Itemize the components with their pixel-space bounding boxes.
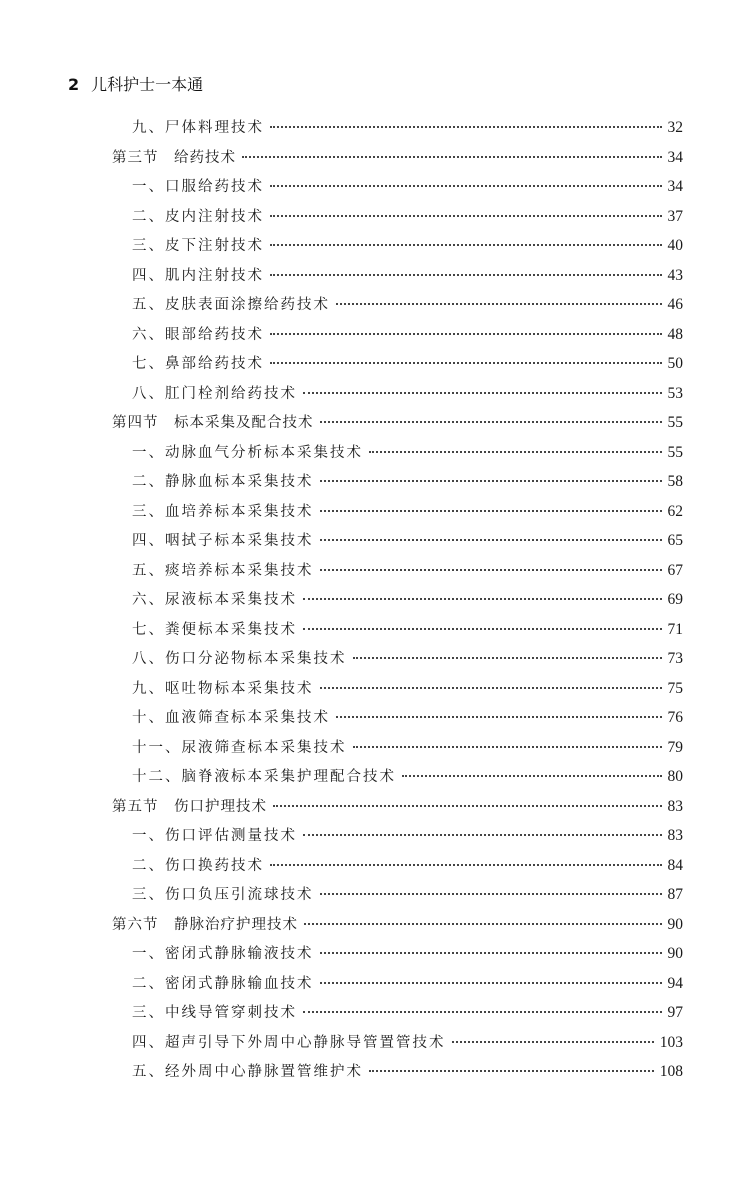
- dot-leader: [270, 361, 662, 364]
- toc-entry[interactable]: [132, 205, 683, 225]
- toc-entry-title: 五、经外周中心静脉置管维护术: [132, 1064, 363, 1080]
- toc-entry-title: 一、伤口评估测量技术: [132, 828, 297, 844]
- toc-entry-title: 三、伤口负压引流球技术: [132, 887, 314, 903]
- dot-leader: [303, 597, 662, 600]
- dot-leader: [270, 125, 662, 128]
- toc-entry-title: 六、尿液标本采集技术: [132, 592, 297, 608]
- dot-leader: [336, 715, 662, 718]
- dot-leader: [320, 892, 662, 895]
- toc-entry-page: 67: [667, 561, 683, 579]
- dot-leader: [304, 922, 662, 925]
- toc-entry-title: 八、肛门栓剂给药技术: [132, 385, 297, 402]
- toc-entry-page: 53: [667, 384, 683, 402]
- toc-entry-page: 103: [659, 1033, 683, 1051]
- dot-leader: [270, 273, 662, 276]
- toc-entry[interactable]: [132, 323, 683, 343]
- toc-entry[interactable]: [132, 854, 683, 874]
- toc-entry-title: 三、中线导管穿刺技术: [132, 1005, 297, 1021]
- dot-leader: [353, 745, 662, 748]
- dot-leader: [320, 420, 662, 423]
- dot-leader: [303, 627, 662, 630]
- toc-entry[interactable]: [132, 352, 683, 372]
- dot-leader: [270, 332, 662, 335]
- toc-entry[interactable]: [132, 382, 683, 402]
- toc-entry[interactable]: [132, 1060, 683, 1080]
- dot-leader: [353, 656, 662, 659]
- toc-entry-page: 40: [667, 237, 683, 254]
- toc-entry-title: 三、血培养标本采集技术: [132, 503, 314, 520]
- toc-entry-title: 二、伤口换药技术: [132, 857, 264, 874]
- book-title: 儿科护士一本通: [91, 75, 204, 94]
- toc-entry-page: 83: [667, 797, 683, 815]
- toc-entry-page: 32: [667, 119, 683, 136]
- toc-entry-title: 四、肌内注射技术: [132, 267, 264, 284]
- running-header: [68, 72, 203, 95]
- toc-entry[interactable]: [132, 264, 683, 284]
- toc-entry-page: 55: [667, 414, 683, 431]
- dot-leader: [303, 1010, 662, 1013]
- toc-entry[interactable]: [132, 116, 683, 136]
- toc-entry[interactable]: [132, 618, 683, 638]
- toc-entry-page: 71: [667, 620, 683, 638]
- toc-entry-title: 三、皮下注射技术: [132, 238, 264, 254]
- toc-entry-title: 一、动脉血气分析标本采集技术: [132, 444, 363, 461]
- toc-entry-title: 八、伤口分泌物标本采集技术: [132, 651, 347, 667]
- toc-entry-page: 48: [667, 325, 683, 343]
- toc-entry-page: 76: [667, 709, 683, 726]
- dot-leader: [303, 391, 662, 394]
- toc-entry-title: 十、血液筛查标本采集技术: [132, 710, 330, 726]
- dot-leader: [320, 509, 662, 512]
- toc-entry-page: 65: [667, 532, 683, 549]
- dot-leader: [270, 214, 662, 217]
- toc-entry-page: 43: [667, 266, 683, 284]
- toc-entry-title: 第五节 伤口护理技术: [112, 798, 267, 815]
- toc-entry[interactable]: [132, 588, 683, 608]
- dot-leader: [320, 538, 662, 541]
- toc-entry-page: 34: [667, 178, 683, 195]
- toc-entry[interactable]: [132, 736, 683, 756]
- toc-entry[interactable]: [132, 529, 683, 549]
- toc-entry[interactable]: [132, 441, 683, 461]
- toc-entry[interactable]: [132, 175, 683, 195]
- dot-leader: [320, 686, 662, 689]
- toc-entry-title: 九、呕吐物标本采集技术: [132, 680, 314, 697]
- toc-entry-page: 46: [667, 296, 683, 313]
- toc-entry-page: 69: [667, 591, 683, 608]
- toc-entry-title: 一、口服给药技术: [132, 179, 264, 195]
- toc-entry-title: 第四节 标本采集及配合技术: [112, 415, 314, 431]
- toc-entry[interactable]: [132, 824, 683, 844]
- toc-entry-title: 二、静脉血标本采集技术: [132, 474, 314, 490]
- toc-entry-page: 79: [667, 738, 683, 756]
- toc-entry[interactable]: [132, 765, 683, 785]
- toc-entry-title: 九、尸体料理技术: [132, 120, 264, 136]
- dot-leader: [242, 155, 662, 158]
- toc-entry-title: 第三节 给药技术: [112, 149, 236, 166]
- toc-entry-page: 87: [667, 886, 683, 903]
- toc-entry-title: 四、咽拭子标本采集技术: [132, 533, 314, 549]
- toc-entry-page: 75: [667, 679, 683, 697]
- toc-entry-title: 七、粪便标本采集技术: [132, 621, 297, 638]
- toc-entry[interactable]: [132, 677, 683, 697]
- dot-leader: [369, 1069, 654, 1072]
- toc-entry-title: 二、皮内注射技术: [132, 208, 264, 225]
- toc-entry[interactable]: [132, 647, 683, 667]
- toc-entry-title: 五、皮肤表面涂擦给药技术: [132, 297, 330, 313]
- toc-entry[interactable]: [132, 1031, 683, 1051]
- toc-section-entry[interactable]: [112, 913, 683, 933]
- dot-leader: [320, 479, 662, 482]
- toc-entry-page: 34: [667, 148, 683, 166]
- toc-entry-title: 七、鼻部给药技术: [132, 356, 264, 372]
- toc-entry-page: 83: [667, 827, 683, 844]
- dot-leader: [270, 863, 662, 866]
- toc-entry-title: 第六节 静脉治疗护理技术: [112, 916, 298, 933]
- toc-entry[interactable]: [132, 942, 683, 962]
- toc-entry-title: 十二、脑脊液标本采集护理配合技术: [132, 769, 396, 785]
- dot-leader: [452, 1040, 654, 1043]
- toc-entry-page: 55: [667, 443, 683, 461]
- toc-entry[interactable]: [132, 470, 683, 490]
- toc-entry-page: 94: [667, 974, 683, 992]
- toc-entry[interactable]: [132, 559, 683, 579]
- toc-entry-page: 84: [667, 856, 683, 874]
- toc-entry-title: 十一、尿液筛查标本采集技术: [132, 739, 347, 756]
- toc-entry-page: 73: [667, 650, 683, 667]
- dot-leader: [369, 450, 662, 453]
- dot-leader: [273, 804, 662, 807]
- toc-entry-title: 六、眼部给药技术: [132, 326, 264, 343]
- toc-entry-page: 62: [667, 502, 683, 520]
- toc-entry-title: 二、密闭式静脉输血技术: [132, 975, 314, 992]
- toc-entry[interactable]: [132, 972, 683, 992]
- toc-entry-page: 80: [667, 768, 683, 785]
- dot-leader: [402, 774, 662, 777]
- dot-leader: [270, 184, 662, 187]
- dot-leader: [320, 951, 662, 954]
- toc-entry-title: 一、密闭式静脉输液技术: [132, 946, 314, 962]
- dot-leader: [303, 833, 662, 836]
- toc-entry-page: 90: [667, 945, 683, 962]
- toc-entry-title: 五、痰培养标本采集技术: [132, 562, 314, 579]
- dot-leader: [320, 981, 662, 984]
- toc-entry[interactable]: [132, 500, 683, 520]
- toc-entry-page: 97: [667, 1004, 683, 1021]
- toc-entry-page: 58: [667, 473, 683, 490]
- toc-entry-page: 108: [659, 1063, 683, 1080]
- toc-entry[interactable]: [132, 1001, 683, 1021]
- page-number: 2: [68, 75, 80, 94]
- toc-section-entry[interactable]: [112, 795, 683, 815]
- toc-entry[interactable]: [132, 706, 683, 726]
- dot-leader: [320, 568, 662, 571]
- toc-entry[interactable]: [132, 234, 683, 254]
- toc-entry[interactable]: [132, 883, 683, 903]
- toc-entry-page: 90: [667, 915, 683, 933]
- toc-entry-page: 50: [667, 355, 683, 372]
- toc-entry-page: 37: [667, 207, 683, 225]
- dot-leader: [270, 243, 662, 246]
- toc-section-entry[interactable]: [112, 146, 683, 166]
- toc-section-entry[interactable]: [112, 411, 683, 431]
- dot-leader: [336, 302, 662, 305]
- toc-entry[interactable]: [132, 293, 683, 313]
- toc-entry-title: 四、超声引导下外周中心静脉导管置管技术: [132, 1034, 446, 1051]
